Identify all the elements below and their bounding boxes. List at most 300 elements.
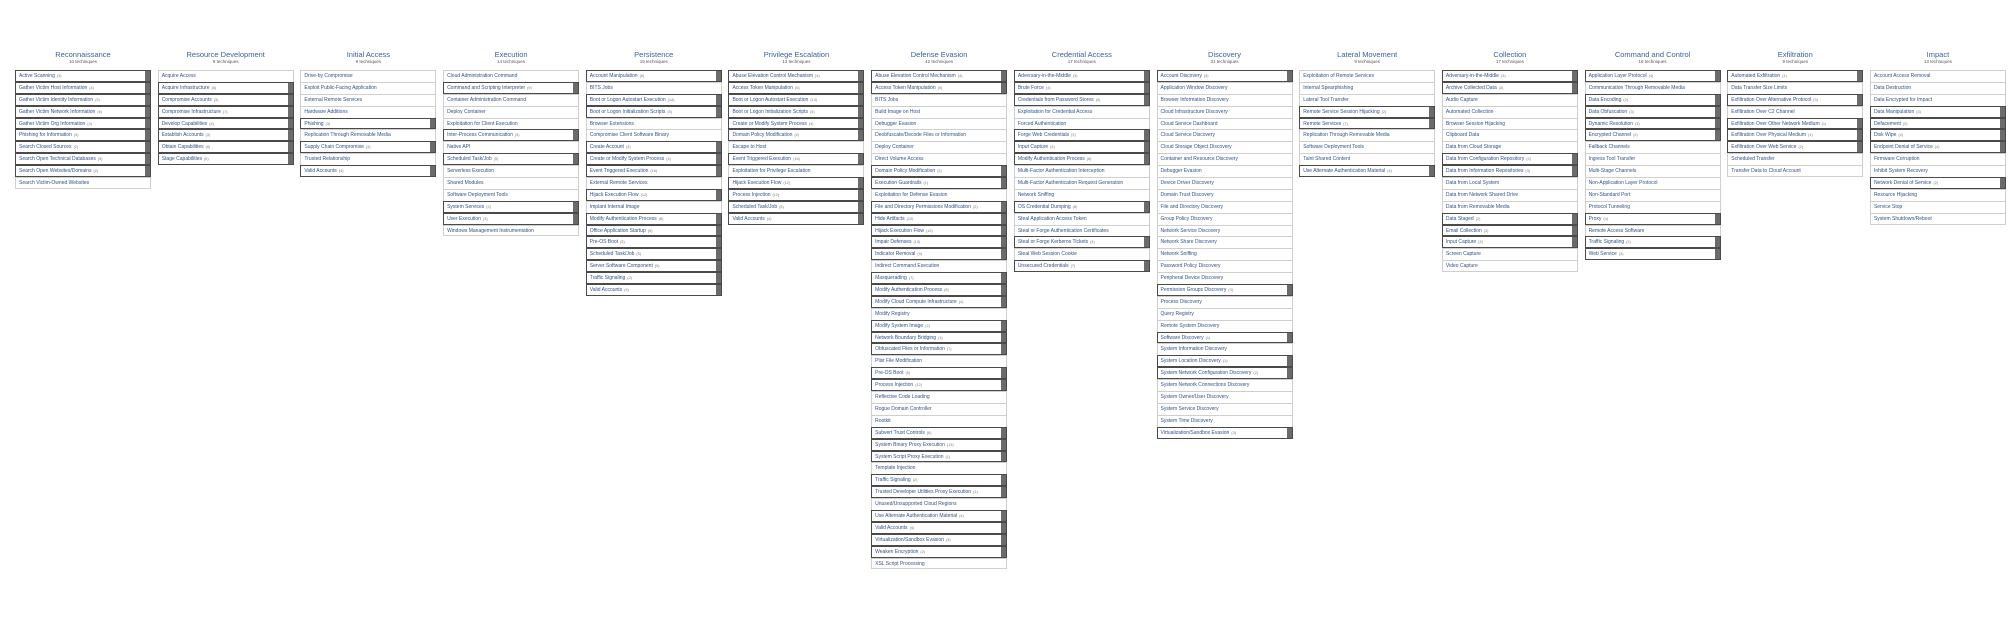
technique-cell[interactable] xyxy=(300,129,436,141)
technique-cell[interactable] xyxy=(871,534,1007,546)
technique-cell[interactable] xyxy=(1442,106,1578,118)
technique-cell[interactable] xyxy=(443,118,579,130)
technique-cell[interactable] xyxy=(871,272,1007,284)
technique-cell[interactable] xyxy=(871,106,1007,118)
technique-cell[interactable] xyxy=(1157,201,1293,213)
technique-cell[interactable] xyxy=(1585,213,1721,225)
technique-cell[interactable] xyxy=(586,201,722,213)
technique-cell[interactable] xyxy=(1157,343,1293,355)
technique-cell[interactable] xyxy=(158,153,294,165)
technique-cell[interactable] xyxy=(443,70,579,82)
technique-cell[interactable] xyxy=(300,94,436,106)
technique-cell[interactable] xyxy=(871,260,1007,272)
subtechnique-count: (10) xyxy=(913,240,921,245)
technique-cell[interactable] xyxy=(1585,248,1721,260)
technique-cell[interactable] xyxy=(871,153,1007,165)
tactic-name[interactable]: Lateral Movement xyxy=(1337,50,1398,59)
technique-cell[interactable] xyxy=(15,153,151,165)
subtechnique-count: (5) xyxy=(1095,97,1101,102)
tactic-header[interactable] xyxy=(443,50,579,67)
technique-cell[interactable] xyxy=(1299,129,1435,141)
technique-cell[interactable] xyxy=(1870,153,2006,165)
technique-cell[interactable] xyxy=(586,213,722,225)
technique-cell[interactable] xyxy=(871,177,1007,189)
technique-cell[interactable] xyxy=(1157,248,1293,260)
tactic-header[interactable] xyxy=(15,50,151,67)
technique-cell[interactable] xyxy=(871,546,1007,558)
technique-cell[interactable] xyxy=(1727,106,1863,118)
technique-cell[interactable] xyxy=(300,165,436,177)
technique-cell[interactable] xyxy=(871,296,1007,308)
technique-cell[interactable] xyxy=(1442,260,1578,272)
technique-cell[interactable] xyxy=(1585,201,1721,213)
technique-cell[interactable] xyxy=(871,403,1007,415)
technique-cell[interactable] xyxy=(1157,415,1293,427)
technique-cell[interactable] xyxy=(871,343,1007,355)
technique-cell[interactable] xyxy=(1585,82,1721,94)
technique-cell[interactable] xyxy=(443,94,579,106)
technique-cell[interactable] xyxy=(871,510,1007,522)
technique-cell[interactable] xyxy=(728,106,864,118)
technique-cell[interactable] xyxy=(586,177,722,189)
technique-cell[interactable] xyxy=(1157,94,1293,106)
technique-cell[interactable] xyxy=(1014,82,1150,94)
technique-cell[interactable] xyxy=(15,118,151,130)
tactic-header[interactable] xyxy=(1442,50,1578,67)
technique-cell[interactable] xyxy=(586,236,722,248)
tactic-header[interactable] xyxy=(300,50,436,67)
technique-cell[interactable] xyxy=(871,225,1007,237)
technique-cell[interactable] xyxy=(443,82,579,94)
technique-cell[interactable] xyxy=(871,248,1007,260)
technique-cell[interactable] xyxy=(871,462,1007,474)
technique-cell[interactable] xyxy=(586,118,722,130)
technique-cell[interactable] xyxy=(1442,201,1578,213)
technique-label: Process Injection xyxy=(732,191,771,198)
technique-cell[interactable] xyxy=(1727,70,1863,82)
technique-label: Data Staged xyxy=(1445,215,1474,222)
technique-cell[interactable] xyxy=(443,153,579,165)
technique-cell[interactable] xyxy=(1442,225,1578,237)
technique-label: System Location Discovery xyxy=(1160,358,1221,365)
tactic-name[interactable]: Initial Access xyxy=(346,50,391,59)
technique-cell[interactable] xyxy=(1442,153,1578,165)
technique-label: Access Token Manipulation xyxy=(875,84,936,91)
technique-cell[interactable] xyxy=(1585,94,1721,106)
tactic-header[interactable] xyxy=(1299,50,1435,67)
technique-cell[interactable] xyxy=(443,141,579,153)
technique-cell[interactable] xyxy=(443,177,579,189)
tactic-name[interactable]: Discovery xyxy=(1208,50,1241,59)
technique-cell[interactable] xyxy=(1157,70,1293,82)
tactic-name[interactable]: Resource Development xyxy=(186,50,265,59)
technique-cell[interactable] xyxy=(1157,379,1293,391)
technique-list xyxy=(586,70,722,296)
technique-cell[interactable] xyxy=(15,82,151,94)
technique-cell[interactable] xyxy=(1157,308,1293,320)
technique-cell[interactable] xyxy=(871,118,1007,130)
technique-cell[interactable] xyxy=(728,129,864,141)
technique-cell[interactable] xyxy=(1727,118,1863,130)
technique-cell[interactable] xyxy=(1870,177,2006,189)
technique-cell[interactable] xyxy=(15,177,151,189)
technique-cell[interactable] xyxy=(15,141,151,153)
technique-cell[interactable] xyxy=(871,391,1007,403)
technique-cell[interactable] xyxy=(1870,189,2006,201)
technique-label: Serverless Execution xyxy=(447,168,495,175)
technique-cell[interactable] xyxy=(586,94,722,106)
technique-cell[interactable] xyxy=(871,367,1007,379)
technique-cell[interactable] xyxy=(15,70,151,82)
technique-cell[interactable] xyxy=(1014,94,1150,106)
technique-cell[interactable] xyxy=(1442,82,1578,94)
technique-cell[interactable] xyxy=(443,165,579,177)
technique-cell[interactable] xyxy=(1727,141,1863,153)
subtechnique-count: (10) xyxy=(906,216,914,221)
technique-cell[interactable] xyxy=(871,320,1007,332)
technique-cell[interactable] xyxy=(1299,82,1435,94)
technique-cell[interactable] xyxy=(1157,272,1293,284)
technique-label: Boot or Logon Initialization Scripts xyxy=(589,108,666,115)
tactic-header[interactable] xyxy=(1870,50,2006,67)
technique-cell[interactable] xyxy=(586,165,722,177)
technique-cell[interactable] xyxy=(15,106,151,118)
technique-cell[interactable] xyxy=(1014,213,1150,225)
technique-cell[interactable] xyxy=(1870,141,2006,153)
technique-cell[interactable] xyxy=(158,94,294,106)
technique-cell[interactable] xyxy=(1014,165,1150,177)
technique-cell[interactable] xyxy=(586,70,722,82)
technique-cell[interactable] xyxy=(871,94,1007,106)
technique-cell[interactable] xyxy=(1870,118,2006,130)
subtechnique-count: (12) xyxy=(915,383,922,388)
technique-cell[interactable] xyxy=(871,201,1007,213)
technique-label: Process Discovery xyxy=(1160,298,1202,305)
technique-cell[interactable] xyxy=(728,70,864,82)
technique-cell[interactable] xyxy=(1442,236,1578,248)
technique-cell[interactable] xyxy=(1870,213,2006,225)
technique-cell[interactable] xyxy=(1157,367,1293,379)
technique-cell[interactable] xyxy=(1157,165,1293,177)
technique-cell[interactable] xyxy=(1299,70,1435,82)
technique-cell[interactable] xyxy=(1157,225,1293,237)
technique-label: Event Triggered Execution xyxy=(589,168,649,175)
technique-cell[interactable] xyxy=(871,427,1007,439)
technique-cell[interactable] xyxy=(1442,248,1578,260)
technique-cell[interactable] xyxy=(728,118,864,130)
technique-label: Data Encrypted for Impact xyxy=(1873,96,1933,103)
technique-label: Replication Through Removable Media xyxy=(1303,132,1390,139)
technique-cell[interactable] xyxy=(586,225,722,237)
technique-label: Unsecured Credentials xyxy=(1017,263,1069,270)
technique-cell[interactable] xyxy=(871,189,1007,201)
technique-cell[interactable] xyxy=(728,165,864,177)
technique-cell[interactable] xyxy=(1014,248,1150,260)
technique-label: Data Transfer Size Limits xyxy=(1731,84,1788,91)
technique-cell[interactable] xyxy=(158,141,294,153)
technique-cell[interactable] xyxy=(1870,82,2006,94)
technique-label: Disk Wipe xyxy=(1873,132,1897,139)
technique-cell[interactable] xyxy=(1157,118,1293,130)
technique-label: Protocol Tunneling xyxy=(1588,203,1630,210)
technique-cell[interactable] xyxy=(300,153,436,165)
technique-cell[interactable] xyxy=(1585,106,1721,118)
technique-cell[interactable] xyxy=(1157,391,1293,403)
technique-cell[interactable] xyxy=(1157,284,1293,296)
technique-cell[interactable] xyxy=(586,129,722,141)
technique-cell[interactable] xyxy=(871,522,1007,534)
technique-cell[interactable] xyxy=(1442,213,1578,225)
tactic-header[interactable] xyxy=(586,50,722,67)
technique-cell[interactable] xyxy=(586,189,722,201)
tactic-name[interactable]: Exfiltration xyxy=(1777,50,1813,59)
technique-cell[interactable] xyxy=(1442,141,1578,153)
technique-cell[interactable] xyxy=(1157,403,1293,415)
technique-cell[interactable] xyxy=(1157,153,1293,165)
technique-cell[interactable] xyxy=(158,106,294,118)
tactic-name[interactable]: Execution xyxy=(494,50,528,59)
tactic-column xyxy=(1157,50,1293,569)
tactic-name[interactable]: Persistence xyxy=(634,50,674,59)
technique-label: Use Alternate Authentication Material xyxy=(875,512,958,519)
technique-cell[interactable] xyxy=(1727,153,1863,165)
technique-cell[interactable] xyxy=(15,165,151,177)
technique-cell[interactable] xyxy=(871,213,1007,225)
technique-cell[interactable] xyxy=(871,415,1007,427)
technique-cell[interactable] xyxy=(1014,236,1150,248)
technique-cell[interactable] xyxy=(1585,118,1721,130)
technique-cell[interactable] xyxy=(728,153,864,165)
technique-list xyxy=(1299,70,1435,177)
technique-cell[interactable] xyxy=(586,248,722,260)
technique-cell[interactable] xyxy=(871,486,1007,498)
technique-cell[interactable] xyxy=(1157,213,1293,225)
technique-cell[interactable] xyxy=(1157,296,1293,308)
technique-cell[interactable] xyxy=(871,498,1007,510)
technique-cell[interactable] xyxy=(1870,129,2006,141)
technique-label: Command and Scripting Interpreter xyxy=(447,84,526,91)
technique-cell[interactable] xyxy=(586,141,722,153)
technique-cell[interactable] xyxy=(300,106,436,118)
tactic-header[interactable] xyxy=(1585,50,1721,67)
technique-label: Gather Victim Identity Information xyxy=(19,96,94,103)
tactic-name[interactable]: Defense Evasion xyxy=(910,50,968,59)
technique-cell[interactable] xyxy=(300,141,436,153)
technique-cell[interactable] xyxy=(728,201,864,213)
technique-cell[interactable] xyxy=(586,106,722,118)
technique-cell[interactable] xyxy=(1442,94,1578,106)
tactic-name[interactable]: Command and Control xyxy=(1614,50,1691,59)
technique-cell[interactable] xyxy=(1299,118,1435,130)
technique-cell[interactable] xyxy=(871,451,1007,463)
technique-cell[interactable] xyxy=(1157,189,1293,201)
technique-cell[interactable] xyxy=(1014,141,1150,153)
technique-cell[interactable] xyxy=(586,153,722,165)
technique-cell[interactable] xyxy=(871,141,1007,153)
technique-cell[interactable] xyxy=(1585,141,1721,153)
tactic-header[interactable] xyxy=(1157,50,1293,67)
technique-cell[interactable] xyxy=(1014,118,1150,130)
technique-cell[interactable] xyxy=(443,189,579,201)
technique-cell[interactable] xyxy=(1299,165,1435,177)
technique-cell[interactable] xyxy=(15,129,151,141)
technique-cell[interactable] xyxy=(871,70,1007,82)
technique-cell[interactable] xyxy=(1442,70,1578,82)
technique-cell[interactable] xyxy=(158,82,294,94)
technique-cell[interactable] xyxy=(586,260,722,272)
technique-cell[interactable] xyxy=(1014,201,1150,213)
technique-cell[interactable] xyxy=(1299,153,1435,165)
technique-label: Scheduled Task/Job xyxy=(447,156,492,163)
technique-label: BITS Jobs xyxy=(875,96,899,103)
technique-cell[interactable] xyxy=(871,82,1007,94)
technique-label: Acquire Infrastructure xyxy=(161,84,210,91)
technique-cell[interactable] xyxy=(1585,153,1721,165)
technique-cell[interactable] xyxy=(1157,236,1293,248)
technique-cell[interactable] xyxy=(871,558,1007,570)
technique-cell[interactable] xyxy=(1157,141,1293,153)
technique-cell[interactable] xyxy=(1299,106,1435,118)
technique-cell[interactable] xyxy=(443,106,579,118)
technique-cell[interactable] xyxy=(15,94,151,106)
technique-cell[interactable] xyxy=(1442,189,1578,201)
technique-cell[interactable] xyxy=(871,284,1007,296)
technique-label: Software Deployment Tools xyxy=(1303,144,1364,151)
tactic-header[interactable] xyxy=(1727,50,1863,67)
technique-list xyxy=(300,70,436,177)
technique-cell[interactable] xyxy=(443,225,579,237)
subtechnique-count: (2) xyxy=(925,323,930,328)
technique-cell[interactable] xyxy=(158,70,294,82)
technique-cell[interactable] xyxy=(1014,129,1150,141)
technique-cell[interactable] xyxy=(300,118,436,130)
technique-cell[interactable] xyxy=(1157,106,1293,118)
tactic-name[interactable]: Impact xyxy=(1926,50,1950,59)
technique-cell[interactable] xyxy=(1585,177,1721,189)
technique-cell[interactable] xyxy=(1870,201,2006,213)
technique-cell[interactable] xyxy=(1299,94,1435,106)
technique-cell[interactable] xyxy=(728,213,864,225)
technique-cell[interactable] xyxy=(1585,129,1721,141)
technique-cell[interactable] xyxy=(586,272,722,284)
technique-cell[interactable] xyxy=(158,129,294,141)
technique-label: Cloud Service Dashboard xyxy=(1160,120,1218,127)
technique-cell[interactable] xyxy=(443,201,579,213)
technique-cell[interactable] xyxy=(1727,94,1863,106)
technique-cell[interactable] xyxy=(1442,129,1578,141)
technique-cell[interactable] xyxy=(1157,260,1293,272)
tactic-header[interactable] xyxy=(1014,50,1150,67)
technique-cell[interactable] xyxy=(728,189,864,201)
technique-label: Deobfuscate/Decode Files or Information xyxy=(875,132,967,139)
technique-cell[interactable] xyxy=(728,82,864,94)
technique-label: Windows Management Instrumentation xyxy=(447,227,534,234)
technique-cell[interactable] xyxy=(1870,106,2006,118)
technique-cell[interactable] xyxy=(728,177,864,189)
technique-cell[interactable] xyxy=(1727,129,1863,141)
technique-cell[interactable] xyxy=(1585,165,1721,177)
technique-cell[interactable] xyxy=(1157,332,1293,344)
technique-cell[interactable] xyxy=(1870,70,2006,82)
technique-cell[interactable] xyxy=(1299,141,1435,153)
technique-cell[interactable] xyxy=(300,82,436,94)
technique-label: Hijack Execution Flow xyxy=(875,227,925,234)
technique-cell[interactable] xyxy=(1870,94,2006,106)
tactic-header[interactable] xyxy=(728,50,864,67)
technique-label: Virtualization/Sandbox Evasion xyxy=(875,536,944,543)
tactic-name[interactable]: Reconnaissance xyxy=(55,50,111,59)
technique-cell[interactable] xyxy=(1014,106,1150,118)
technique-cell[interactable] xyxy=(1442,165,1578,177)
technique-cell[interactable] xyxy=(1157,129,1293,141)
technique-cell[interactable] xyxy=(728,141,864,153)
technique-label: Weaken Encryption xyxy=(875,548,919,555)
technique-cell[interactable] xyxy=(871,129,1007,141)
technique-cell[interactable] xyxy=(300,70,436,82)
technique-cell[interactable] xyxy=(1157,427,1293,439)
technique-cell[interactable] xyxy=(1014,225,1150,237)
tactic-name[interactable]: Collection xyxy=(1493,50,1527,59)
technique-cell[interactable] xyxy=(443,129,579,141)
technique-cell[interactable] xyxy=(1442,177,1578,189)
technique-cell[interactable] xyxy=(1585,236,1721,248)
technique-cell[interactable] xyxy=(443,213,579,225)
technique-cell[interactable] xyxy=(1870,165,2006,177)
technique-cell[interactable] xyxy=(1014,260,1150,272)
technique-cell[interactable] xyxy=(871,439,1007,451)
technique-cell[interactable] xyxy=(1585,70,1721,82)
technique-cell[interactable] xyxy=(1157,82,1293,94)
technique-cell[interactable] xyxy=(1014,70,1150,82)
technique-cell[interactable] xyxy=(871,165,1007,177)
technique-label: Valid Accounts xyxy=(875,524,908,531)
technique-cell[interactable] xyxy=(1014,189,1150,201)
technique-label: Pre-OS Boot xyxy=(589,239,619,246)
technique-cell[interactable] xyxy=(871,474,1007,486)
subtechnique-count: (5) xyxy=(794,85,800,90)
technique-cell[interactable] xyxy=(1442,118,1578,130)
technique-cell[interactable] xyxy=(158,118,294,130)
technique-cell[interactable] xyxy=(1585,225,1721,237)
technique-cell[interactable] xyxy=(1157,355,1293,367)
technique-cell[interactable] xyxy=(586,284,722,296)
technique-label: Active Scanning xyxy=(19,73,55,79)
technique-list xyxy=(871,70,1007,569)
technique-cell[interactable] xyxy=(1014,153,1150,165)
technique-cell[interactable] xyxy=(1727,82,1863,94)
technique-cell[interactable] xyxy=(1014,177,1150,189)
technique-cell[interactable] xyxy=(1157,177,1293,189)
tactic-name[interactable]: Credential Access xyxy=(1051,50,1112,59)
technique-cell[interactable] xyxy=(871,308,1007,320)
technique-label: Permission Groups Discovery xyxy=(1160,287,1227,294)
technique-cell[interactable] xyxy=(1585,189,1721,201)
tactic-name[interactable]: Privilege Escalation xyxy=(763,50,830,59)
technique-cell[interactable] xyxy=(586,82,722,94)
technique-cell[interactable] xyxy=(871,379,1007,391)
technique-cell[interactable] xyxy=(1727,165,1863,177)
technique-cell[interactable] xyxy=(871,355,1007,367)
tactic-technique-count: 17 techniques xyxy=(1495,59,1524,64)
technique-label: Data from Cloud Storage xyxy=(1445,144,1502,151)
technique-cell[interactable] xyxy=(728,94,864,106)
technique-cell[interactable] xyxy=(871,332,1007,344)
technique-label: File and Directory Discovery xyxy=(1160,203,1224,210)
technique-cell[interactable] xyxy=(871,236,1007,248)
technique-cell[interactable] xyxy=(1157,320,1293,332)
tactic-header[interactable] xyxy=(871,50,1007,67)
tactic-header[interactable] xyxy=(158,50,294,67)
